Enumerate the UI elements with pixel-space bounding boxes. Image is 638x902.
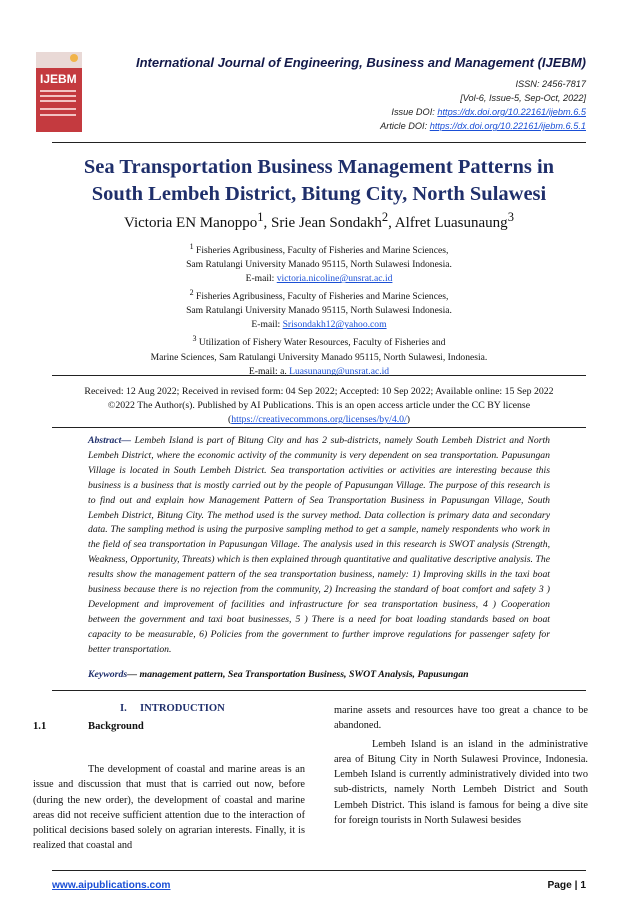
article-doi bbox=[380, 121, 586, 131]
intro-right-paragraph-1: marine assets and resources have too great a chance to be abandoned. bbox=[334, 705, 588, 732]
page-number: Page | 1 bbox=[547, 880, 586, 891]
affiliation-1-sup: 1 bbox=[189, 242, 194, 251]
intro-right-paragraph-2: Lembeh Island is an island in the administrative area of Bitung City in North Sulawesi Province, Indonesia. Lembeh Island is currently administratively divided into two sub-districts, namely North Lembeh District and South Lembeh District. This island is famous for being a dive site for foreign tourists in North Sulawesi besides bbox=[334, 738, 588, 827]
affiliation-3-text: Utilization of Fishery Water Resources, Faculty of Fisheries and bbox=[196, 337, 446, 349]
affiliation-3-email bbox=[40, 365, 598, 379]
article-doi-label: Article DOI: bbox=[380, 121, 430, 131]
affiliations bbox=[40, 240, 598, 379]
license-link[interactable]: https://creativecommons.org/licenses/by/4.0/ bbox=[231, 414, 407, 425]
paper-title-line-1: Sea Transportation Business Management Patterns in bbox=[83, 156, 555, 178]
affiliation-1-email bbox=[40, 272, 598, 286]
author-list bbox=[40, 210, 598, 232]
issn: ISSN: 2456-7817 bbox=[515, 79, 586, 89]
author-1-sup: 1 bbox=[257, 210, 264, 224]
cover-journal-name: IJEBM bbox=[40, 72, 77, 86]
affiliation-3-line-2: Marine Sciences, Sam Ratulangi University Manado 95115, North Sulawesi, Indonesia. bbox=[150, 351, 488, 363]
affiliation-3-sup: 3 bbox=[192, 334, 197, 344]
abstract-lead: Abstract— bbox=[88, 435, 132, 446]
license-url-line bbox=[40, 413, 598, 427]
affiliation-2-line-1 bbox=[40, 286, 598, 304]
license-line: ©2022 The Author(s). Published by AI Publications. This is an open access article under the CC BY license bbox=[107, 400, 531, 411]
affiliation-1-line-2: Sam Ratulangi University Manado 95115, North Sulawesi Indonesia. bbox=[186, 259, 452, 271]
author-3: , Alfret Luasunaung bbox=[388, 215, 508, 231]
affiliation-2-sup: 2 bbox=[189, 288, 194, 298]
email-link-1[interactable]: victoria.nicoline@unsrat.ac.id bbox=[276, 273, 393, 285]
keywords bbox=[88, 669, 558, 680]
author-1: Victoria EN Manoppo bbox=[124, 215, 258, 231]
dates-top-rule bbox=[52, 375, 586, 376]
affiliation-1-text: Fisheries Agribusiness, Faculty of Fisheries and Marine Sciences, bbox=[193, 245, 449, 257]
keywords-text: — management pattern, Sea Transportation Business, SWOT Analysis, Papusungan bbox=[127, 669, 469, 680]
author-3-sup: 3 bbox=[507, 210, 514, 224]
affiliation-2-text: Fisheries Agribusiness, Faculty of Fisheries and Marine Sciences, bbox=[193, 291, 449, 303]
footer-site-link[interactable]: www.aipublications.com bbox=[52, 880, 171, 891]
header-rule bbox=[52, 142, 586, 143]
affiliation-2-email bbox=[40, 318, 598, 332]
cover-emblem bbox=[70, 54, 78, 62]
intro-right-column bbox=[334, 703, 588, 828]
author-2-sup: 2 bbox=[381, 210, 389, 224]
subsection-title: Background bbox=[88, 721, 144, 732]
affiliation-1-line-1 bbox=[40, 240, 598, 258]
keywords-lead: Keywords bbox=[88, 669, 128, 680]
author-2: , Srie Jean Sondakh bbox=[263, 215, 382, 231]
email-label: E-mail: bbox=[251, 319, 283, 331]
dates-line: Received: 12 Aug 2022; Received in revised form: 04 Sep 2022; Accepted: 10 Sep 2022; Available online: 15 Sep 2022 bbox=[84, 386, 554, 397]
abstract bbox=[88, 434, 550, 658]
abstract-text: Lembeh Island is part of Bitung City and has 2 sub-districts, namely South Lembeh District and North Lembeh District, where the economic activity of the community is very dependent on sea transportation. Papusungan Village is located in South Lembeh District. Sea transportation activities or activities are interesting because this business is a business that is mostly carried out by the people of Papusungan Village. The purpose of this research is to find out and explain how Management Pattern of Sea Transportation Business in Papusungan Village, South Lembeh District, Bitung City. The method used is the survey method. Data collection is primary data and secondary data. The sampling method is using the purposive sampling method to get a sample, namely respondents who work in the field of sea transportation in Papusungan Village. The analysis used in this research is SWOT analysis (Strength, Weakness, Opportunity, Threats) which is then explained through quantitative and qualitative descriptive analysis. The results show the management pattern of the sea transportation business, namely: 1) Improving skills in the taxi boat business because there is no rejection from the community, 2) Increasing the standard of boat comfort and safety 3 ) Development and improvement of facilities and infrastructure for sea transportation business, 4 ) Cooperation between the government and taxi boat businesses, 5 ) There is a need for boat loading standards based on boat capacity to be measurable, 6) Policies from the government to further improve regulations for passenger safety for better transportation. bbox=[88, 435, 550, 655]
footer-rule bbox=[52, 870, 586, 871]
journal-cover-logo bbox=[36, 52, 82, 132]
volume-info: [Vol-6, Issue-5, Sep-Oct, 2022] bbox=[460, 93, 586, 103]
dates-bottom-rule bbox=[52, 427, 586, 428]
article-doi-link[interactable]: https://dx.doi.org/10.22161/ijebm.6.5.1 bbox=[429, 121, 586, 131]
email-label: E-mail: a. bbox=[248, 365, 290, 377]
subsection-number: 1.1 bbox=[33, 721, 47, 732]
paper-title-line-2: South Lembeh District, Bitung City, North Sulawesi bbox=[91, 183, 547, 205]
journal-name: International Journal of Engineering, Business and Management (IJEBM) bbox=[135, 55, 586, 70]
publication-dates bbox=[40, 385, 598, 427]
intro-left-paragraph: The development of coastal and marine areas is an issue and discussion that must that is carried out now, before (during the new order), the development of coastal and marine areas did not receive sufficient attention due to the interaction of political decisions based solely on agrarian interests. Finally, it is realized that coastal and bbox=[33, 764, 305, 852]
email-link-2[interactable]: Srisondakh12@yahoo.com bbox=[282, 319, 387, 331]
paren-close: ) bbox=[406, 414, 411, 425]
email-link-3[interactable]: Luasunaung@unsrat.ac.id bbox=[289, 365, 390, 377]
section-heading-introduction: I. INTRODUCTION bbox=[120, 703, 225, 714]
issue-doi-label: Issue DOI: bbox=[391, 107, 438, 117]
affiliation-2-line-2: Sam Ratulangi University Manado 95115, North Sulawesi Indonesia. bbox=[186, 305, 452, 317]
paren-open: ( bbox=[227, 414, 232, 425]
body-top-rule bbox=[52, 690, 586, 691]
affiliation-3-line-1 bbox=[40, 332, 598, 350]
email-label: E-mail: bbox=[245, 273, 277, 285]
issue-doi-link[interactable]: https://dx.doi.org/10.22161/ijebm.6.5 bbox=[437, 107, 586, 117]
issue-doi bbox=[391, 107, 586, 117]
cover-decoration bbox=[40, 90, 76, 92]
